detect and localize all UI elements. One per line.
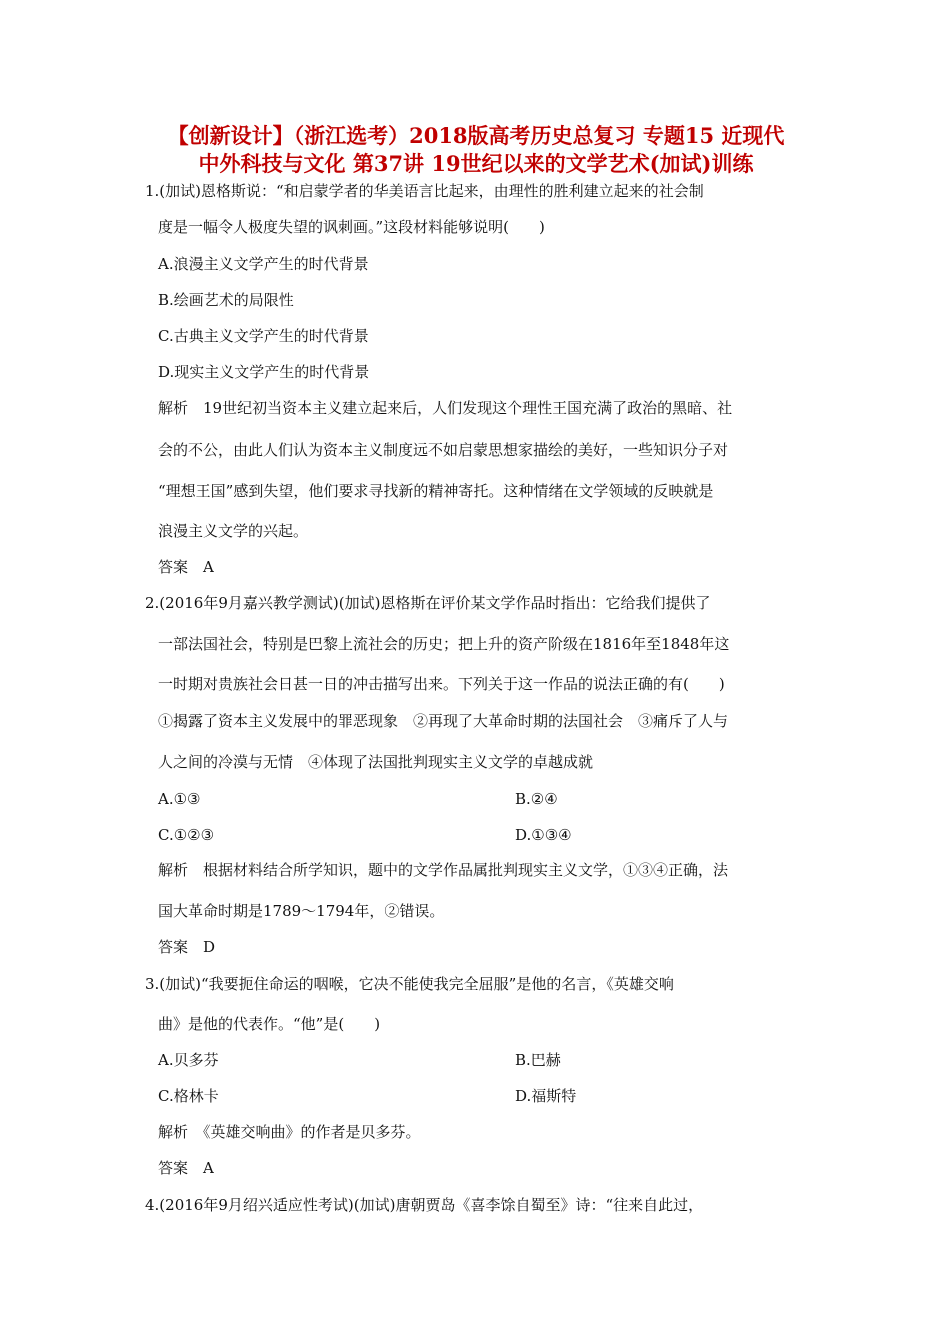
q1-option-b: B.绘画艺术的局限性 [158,291,294,309]
q3-option-d: D.福斯特 [515,1087,577,1105]
q3-option-b: B.巴赫 [515,1051,561,1069]
q2-explanation-line-2: 国大革命时期是1789～1794年，②错误。 [158,902,445,920]
q2-explanation-line-1: 解析 根据材料结合所学知识，题中的文学作品属批判现实主义文学，①③④正确，法 [158,861,729,879]
q2-stem-line-3: 一时期对贵族社会日甚一日的冲击描写出来。下列关于这一作品的说法正确的有( ) [158,675,725,693]
q3-answer: 答案 A [158,1159,214,1177]
q2-option-a: A.①③ [158,790,201,808]
q2-stem-line-1: 2.(2016年9月嘉兴教学测试)(加试)恩格斯在评价某文学作品时指出：它给我们提供了 [145,594,711,612]
q2-option-d: D.①③④ [515,826,572,844]
q2-answer: 答案 D [158,938,216,956]
q3-stem-line-2: 曲》是他的代表作。“他”是( ) [158,1015,381,1033]
q1-explanation-line-1: 解析 19世纪初当资本主义建立起来后，人们发现这个理性王国充满了政治的黑暗、社 [158,399,733,417]
q2-statements-line-2: 人之间的冷漠与无情 ④体现了法国批判现实主义文学的卓越成就 [158,753,594,771]
q2-option-c: C.①②③ [158,826,215,844]
q1-stem-line-1: 1.(加试)恩格斯说：“和启蒙学者的华美语言比起来，由理性的胜利建立起来的社会制 [145,182,704,200]
q1-stem-line-2: 度是一幅令人极度失望的讽刺画。”这段材料能够说明( ) [158,218,545,236]
q1-option-a: A.浪漫主义文学产生的时代背景 [158,255,369,273]
q1-option-d: D.现实主义文学产生的时代背景 [158,363,370,381]
q2-statements-line-1: ①揭露了资本主义发展中的罪恶现象 ②再现了大革命时期的法国社会 ③痛斥了人与 [158,712,729,730]
q1-answer: 答案 A [158,558,214,576]
q1-explanation-line-4: 浪漫主义文学的兴起。 [158,522,309,540]
q3-option-c: C.格林卡 [158,1087,219,1105]
q3-explanation: 解析 《英雄交响曲》的作者是贝多芬。 [158,1123,421,1141]
q3-stem-line-1: 3.(加试)“我要扼住命运的咽喉，它决不能使我完全屈服”是他的名言，《英雄交响 [145,975,674,993]
title-line-1: 【创新设计】（浙江选考）2018版高考历史总复习 专题15 近现代 [167,123,785,148]
q2-stem-line-2: 一部法国社会，特别是巴黎上流社会的历史；把上升的资产阶级在1816年至1848年这 [158,635,730,653]
title-line-2: 中外科技与文化 第37讲 19世纪以来的文学艺术(加试)训练 [198,151,754,176]
q1-explanation-line-3: “理想王国”感到失望，他们要求寻找新的精神寄托。这种情绪在文学领域的反映就是 [158,482,714,500]
q1-option-c: C.古典主义文学产生的时代背景 [158,327,369,345]
q4-stem-line-1: 4.(2016年9月绍兴适应性考试)(加试)唐朝贾岛《喜李馀自蜀至》诗：“往来自此过， [145,1196,704,1214]
q2-option-b: B.②④ [515,790,558,808]
q1-explanation-line-2: 会的不公，由此人们认为资本主义制度远不如启蒙思想家描绘的美好，一些知识分子对 [158,441,729,459]
q3-option-a: A.贝多芬 [158,1051,219,1069]
